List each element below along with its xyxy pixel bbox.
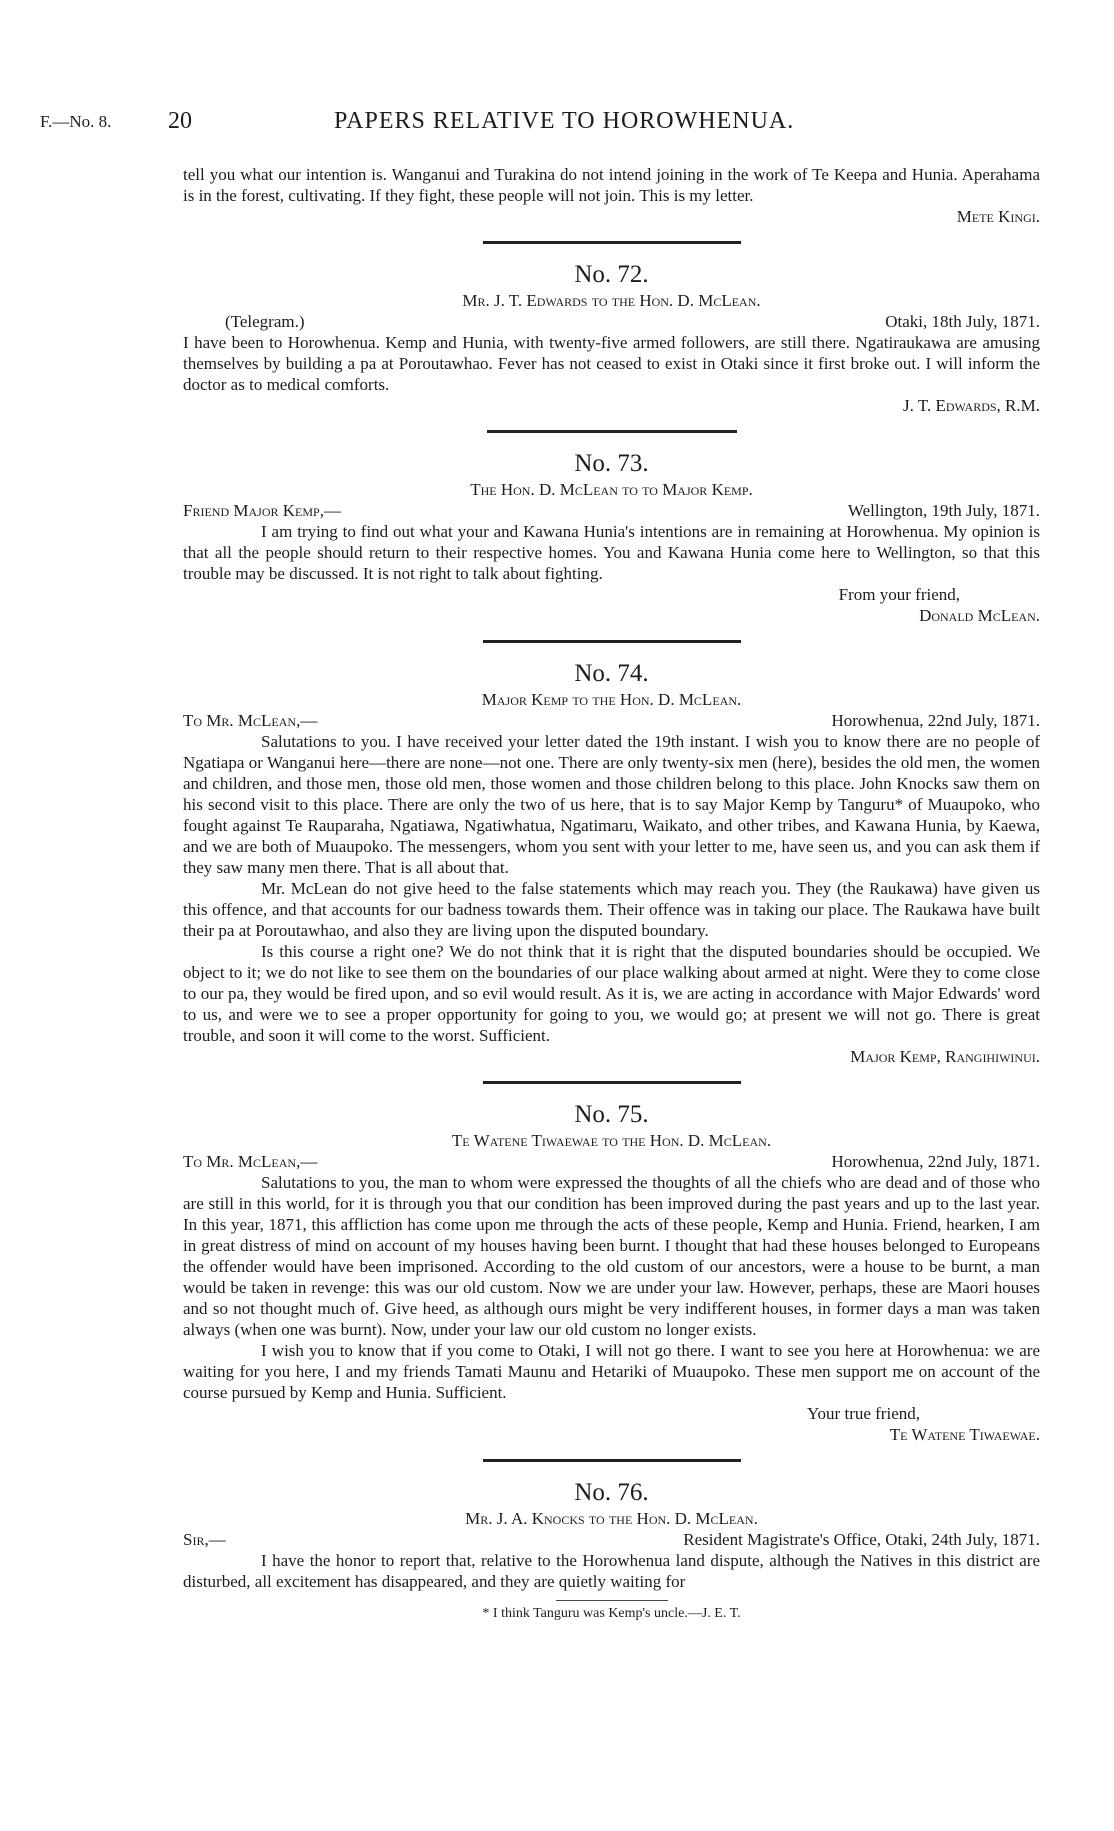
page-header	[0, 108, 1114, 138]
letter-number: No. 75.	[574, 1101, 649, 1128]
letter-number: No. 73.	[574, 450, 649, 477]
section-divider	[483, 1081, 741, 1084]
footnote-rule	[556, 1600, 668, 1601]
letter-meta	[183, 500, 1040, 521]
running-title: PAPERS RELATIVE TO HOROWHENUA.	[334, 108, 795, 134]
letter-heading: Mr. J. T. Edwards to the Hon. D. McLean.	[462, 291, 761, 310]
letter-74	[183, 659, 1040, 1067]
letter-paragraph: Salutations to you. I have received your letter dated the 19th instant. I wish you to know there are no people of Ngatiapa or Wanganui here—there are none—not one. There are only twenty-six men (here), besides the old men, the women and children, and those men, those old men, those women and those children belong to this place. John Knocks saw them on his second visit to this place. There are only the two of us here, that is to say Major Kemp by Tanguru* of Muaupoko, who fought against Te Rauparaha, Ngatiawa, Ngatiwhatua, Ngatimaru, Waikato, and other tribes, and Kawana Hunia, by Kaewa, and we are both of Muaupoko. The messengers, whom you sent with your letter to me, have seen us, and you can ask them if they saw many men there. That is all about that.	[183, 732, 1040, 877]
letter-body: I am trying to find out what your and Kawana Hunia's intentions are in remaining at Horowhenua. My opinion is that all the people should return to their respective homes. You and Kawana Hunia come here to Wellington, so that this trouble may be discussed. It is not right to talk about fighting.	[183, 522, 1040, 583]
letter-signature: Te Watene Tiwaewae.	[889, 1425, 1040, 1444]
salutation: Sir,—	[183, 1530, 226, 1549]
letter-paragraph: Mr. McLean do not give heed to the false statements which may reach you. They (the Raukawa) have given us this offence, and that accounts for our badness towards them. Their offence was in taking our place. The Raukawa have built their pa at Poroutawhao, and also they are living upon the disputed boundary.	[183, 879, 1040, 940]
letter-signature: Donald McLean.	[919, 606, 1040, 625]
intro-signature: Mete Kingi.	[956, 207, 1040, 226]
salutation: To Mr. McLean,—	[183, 711, 318, 730]
section-divider	[483, 241, 741, 244]
letter-paragraph: Salutations to you, the man to whom were expressed the thoughts of all the chiefs who are dead and of those who are still in this world, for it is through you that our condition has been improved during the past years and up to the last year. In this year, 1871, this affliction has come upon me through the acts of these people, Kemp and Hunia. Friend, hearken, I am in great distress of mind on account of my houses having been burnt. I thought that had these houses belonged to Europeans the offender would have been imprisoned. According to the old custom of our ancestors, were a house to be burnt, a man would be taken in revenge: this was our old custom. Now we are under your law. However, perhaps, these are Maori houses and so not thought much of. Give heed, as although ours might be very indifferent houses, in former days a man was taken always (when one was burnt). Now, under your law our old custom no longer exists.	[183, 1173, 1040, 1339]
letter-73	[183, 449, 1040, 626]
letter-body: I have the honor to report that, relative to the Horowhenua land dispute, although the Natives in this district are disturbed, all excitement has disappeared, and they are quietly waiting for	[183, 1551, 1040, 1591]
footnote: * I think Tanguru was Kemp's uncle.—J. E. T.	[482, 1606, 741, 1621]
letter-number: No. 72.	[574, 261, 649, 288]
section-divider	[483, 640, 741, 643]
letter-72	[183, 260, 1040, 416]
document-reference: F.—No. 8.	[40, 112, 112, 131]
place-date: Resident Magistrate's Office, Otaki, 24th July, 1871.	[683, 1530, 1040, 1549]
main-column	[183, 164, 1040, 1623]
letter-number: No. 74.	[574, 660, 649, 687]
letter-heading: The Hon. D. McLean to to Major Kemp.	[470, 480, 753, 499]
letter-76	[183, 1478, 1040, 1592]
letter-meta	[183, 710, 1040, 731]
letter-closing: Your true friend,	[806, 1404, 920, 1423]
telegram-label: (Telegram.)	[225, 312, 305, 331]
letter-heading: Mr. J. A. Knocks to the Hon. D. McLean.	[465, 1509, 758, 1528]
letter-meta	[183, 1529, 1040, 1550]
section-divider	[487, 430, 737, 433]
page-number: 20	[168, 108, 192, 134]
letter-signature: Major Kemp, Rangihiwinui.	[850, 1047, 1040, 1066]
place-date: Wellington, 19th July, 1871.	[847, 501, 1040, 520]
letter-signature: J. T. Edwards, R.M.	[903, 396, 1040, 415]
letter-heading: Major Kemp to the Hon. D. McLean.	[481, 690, 742, 709]
letter-paragraph: Is this course a right one? We do not think that it is right that the disputed boundaries should be occupied. We object to it; we do not like to see them on the boundaries of our place walking about armed at night. Were they to come close to our pa, they would be fired upon, and so evil would result. As it is, we are acting in accordance with Major Edwards' word to us, and were we to see a proper opportunity for going to you, we would go; at present we will not go. There is great trouble, and soon it will come to the worst. Sufficient.	[183, 942, 1040, 1045]
intro-paragraph: tell you what our intention is. Wanganui and Turakina do not intend joining in the work of Te Keepa and Hunia. Aperahama is in the forest, cultivating. If they fight, these people will not join. This is my letter.	[183, 165, 1040, 205]
letter-meta	[183, 311, 1040, 332]
place-date: Otaki, 18th July, 1871.	[885, 312, 1040, 331]
letter-body: I have been to Horowhenua. Kemp and Hunia, with twenty-five armed followers, are still there. Ngatiraukawa are amusing themselves by building a pa at Poroutawhao. Fever has not ceased to exist in Otaki since it first broke out. I will inform the doctor as to medical comforts.	[183, 333, 1040, 394]
place-date: Horowhenua, 22nd July, 1871.	[831, 711, 1040, 730]
place-date: Horowhenua, 22nd July, 1871.	[831, 1152, 1040, 1171]
letter-number: No. 76.	[574, 1479, 649, 1506]
letter-75	[183, 1100, 1040, 1445]
salutation: To Mr. McLean,—	[183, 1152, 318, 1171]
letter-closing: From your friend,	[838, 585, 960, 604]
salutation: Friend Major Kemp,—	[183, 501, 341, 520]
letter-heading: Te Watene Tiwaewae to the Hon. D. McLean.	[451, 1131, 772, 1150]
letter-meta	[183, 1151, 1040, 1172]
letter-paragraph: I wish you to know that if you come to Otaki, I will not go there. I want to see you here at Horowhenua: we are waiting for you here, I and my friends Tamati Maunu and Hetariki of Muaupoko. These men support me on account of the course pursued by Kemp and Hunia. Sufficient.	[183, 1341, 1040, 1402]
section-divider	[483, 1459, 741, 1462]
